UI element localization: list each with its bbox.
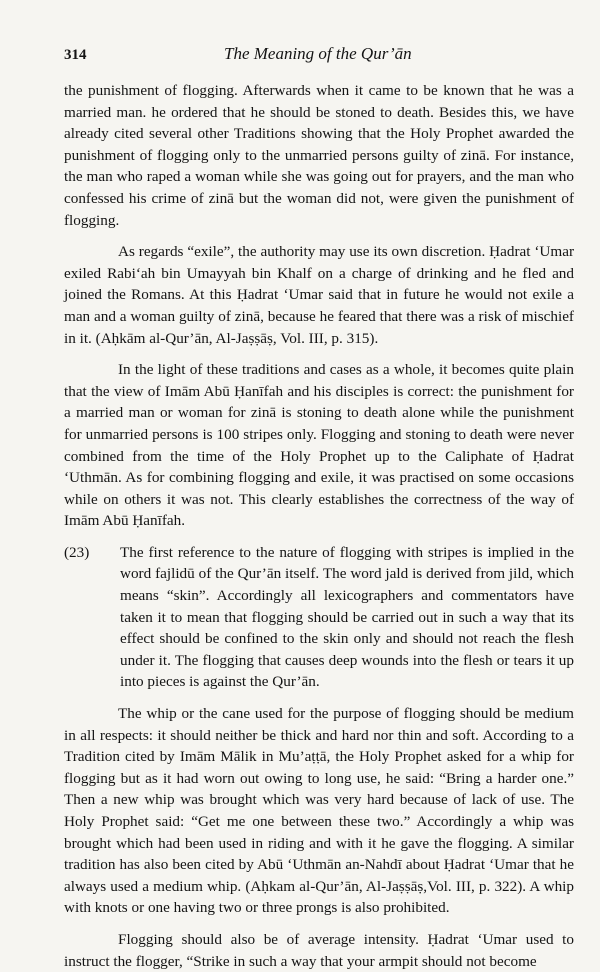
numbered-note-23 [64, 542, 574, 693]
page-number: 314 [64, 47, 87, 63]
running-title: The Meaning of the Qur’ān [224, 44, 412, 63]
note-text: The first reference to the nature of flogging with stripes is implied in the word fajlidū of the Qur’ān itself. The word jald is derived from jild, which means “skin”. Accordingly all lexicographers and commentators have taken it to mean that flogging should be carried out in such a way that its effect should be confined to the skin only and should not reach the flesh under it. The flogging that causes deep wounds into the flesh or tears it up into pieces is against the Qur’ān. [120, 543, 574, 691]
paragraph-flogging-punishment: the punishment of flogging. Afterwards when it came to be known that he was a married man. he ordered that he should be stoned to death. Besides this, we have already cited several other Traditions showing that the Holy Prophet awarded the punishment of flogging only to the unmarried persons guilty of zinā. For instance, the man who raped a woman while she was going out for prayers, and the man who confessed his crime of zinā but the woman did not, were given the punishment of flogging. [64, 82, 574, 229]
paragraph-exile: As regards “exile”, the authority may use its own discretion. Ḥadrat ‘Umar exiled Rabi‘ah bin Umayyah bin Khalf on a charge of drinking and he fled and joined the Romans. At this Ḥadrat ‘Umar said that in future he would not exile a man and a woman guilty of zinā, because he feared that there was a risk of mischief in it. (Aḥkām al-Qur’ān, Al-Jaṣṣāṣ, Vol. III, p. 315). [64, 243, 574, 347]
note-number: (23) [64, 543, 90, 561]
page-header [64, 44, 574, 70]
paragraph-intensity: Flogging should also be of average intensity. Ḥadrat ‘Umar used to instruct the flogger, “Strike in such a way that your armpit should not become [64, 930, 574, 970]
paragraph-traditions: In the light of these traditions and cases as a whole, it becomes quite plain that the view of Imām Abū Ḥanīfah and his disciples is correct: the punishment for a married man or woman for zinā is stoning to death alone while the punishment for unmarried persons is 100 stripes only. Flogging and stoning to death were never combined from the time of the Holy Prophet up to the Caliphate of Ḥadrat ‘Uthmān. As for combining flogging and exile, it was practised on some occasions while on others it was not. This clearly establishes the correctness of the way of Imām Abū Ḥanīfah. [64, 361, 574, 530]
paragraph-whip: The whip or the cane used for the purpose of flogging should be medium in all respects: it should neither be thick and hard nor thin and soft. According to a Tradition cited by Imām Mālik in Mu’aṭṭā, the Holy Prophet asked for a whip for flogging but as it had worn out owing to long use, he said: “Bring a harder one.” Then a new whip was brought which was very hard because of lack of use. The Holy Prophet said: “Get me one between these two.” Accordingly a whip was brought which had been used in riding and with it he gave the flogging. A similar tradition has also been cited by Abū ‘Uthmān an-Nahdī about Ḥadrat ‘Umar that he always used a medium whip. (Aḥkam al-Qur’ān, Al-Jaṣṣāṣ,Vol. III, p. 322). A whip with knots or one having two or three prongs is also prohibited. [64, 705, 574, 917]
